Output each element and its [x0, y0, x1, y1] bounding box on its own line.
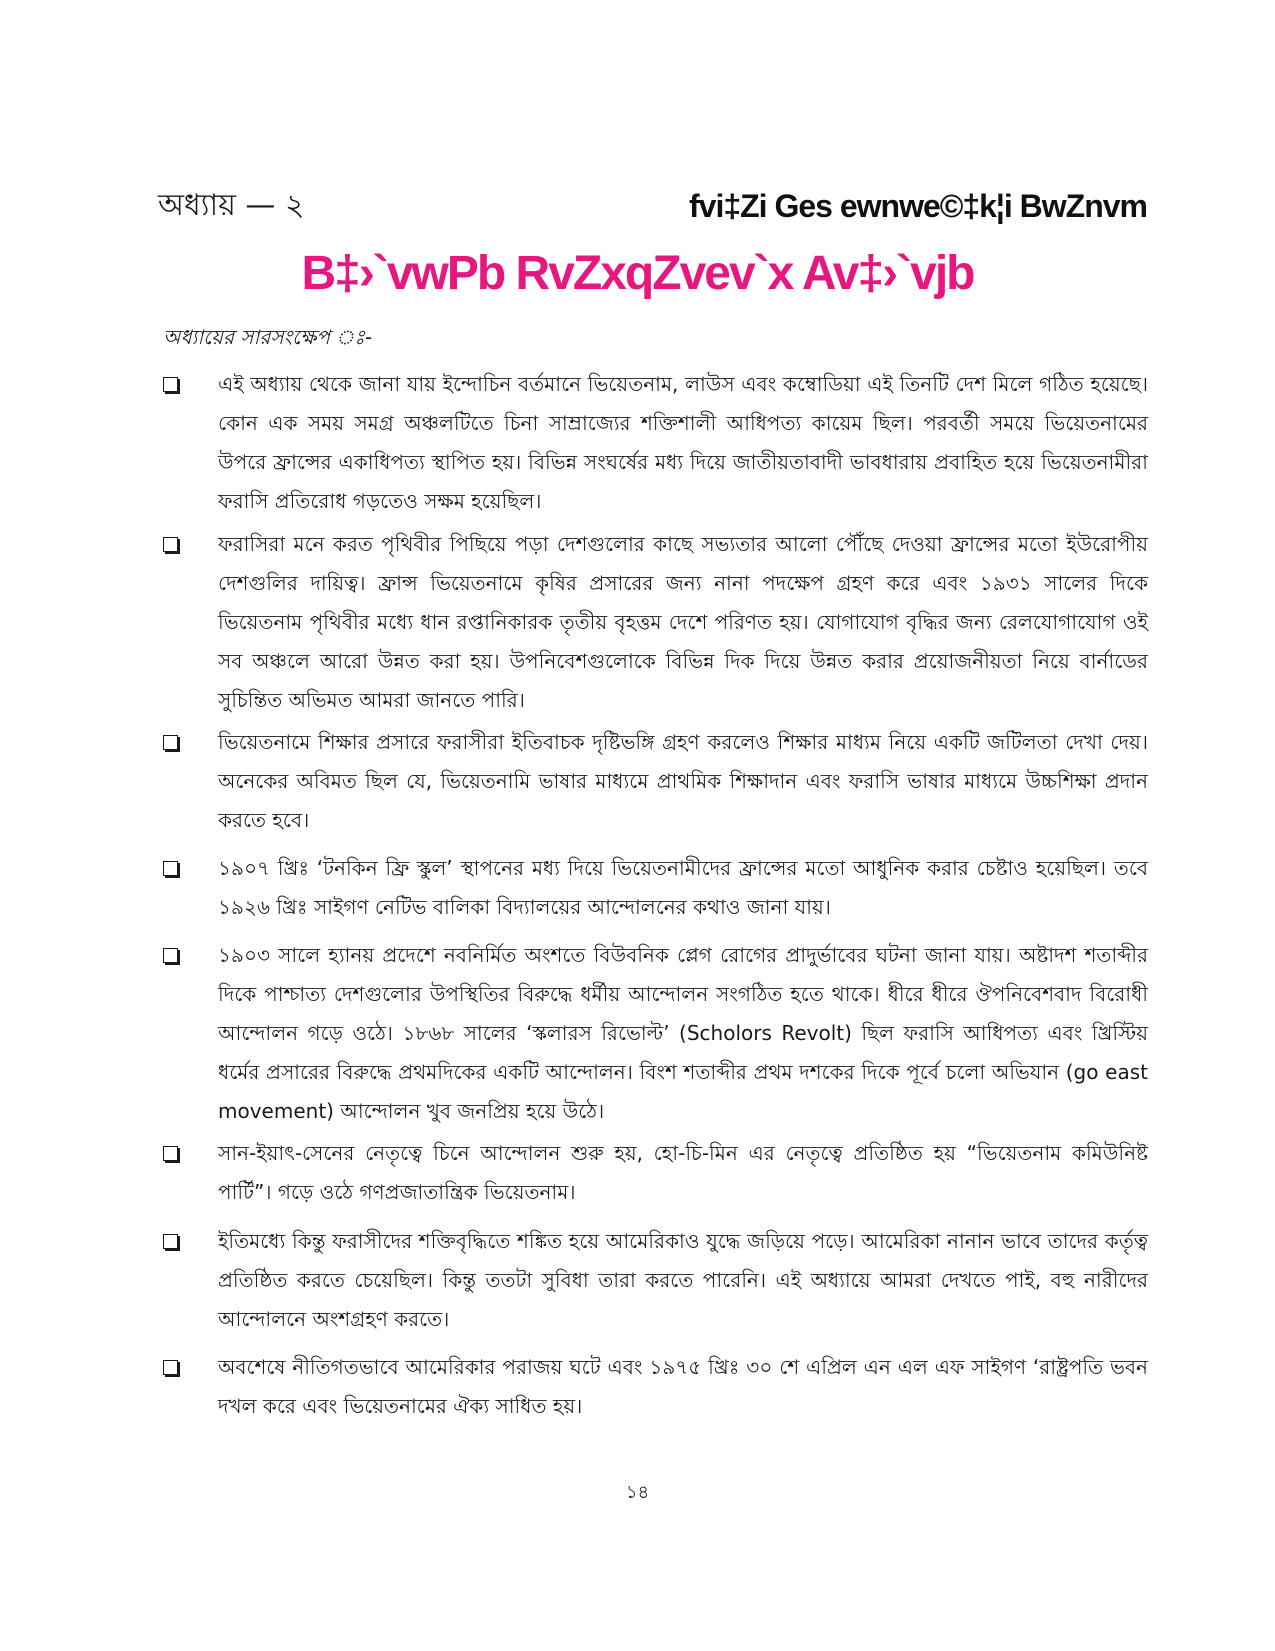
summary-item-text: এই অধ্যায় থেকে জানা যায় ইন্দোচিন বর্তমানে ভিয়েতনাম, লাউস এবং কম্বোডিয়া এই তিনটি দেশ মিলে গঠিত হয়েছে। কোন এক সময় সমগ্র অঞ্চলটিতে চিনা সাম্রাজ্যের শক্তিশালী আধিপত্য কায়েম ছিল। পরবর্তী সময়ে ভিয়েতনামের উপরে ফ্রান্সের একাধিপত্য স্থাপিত হয়। বিভিন্ন সংঘর্ষের মধ্য দিয়ে জাতীয়তাবাদী ভাবধারায় প্রবাহিত হয়ে ভিয়েতনামীরা ফরাসি প্রতিরোধ গড়তেও সক্ষম হয়েছিল। [218, 372, 1148, 513]
summary-item [158, 1348, 1148, 1426]
summary-item-text: ফরাসিরা মনে করত পৃথিবীর পিছিয়ে পড়া দেশগুলোর কাছে সভ্যতার আলো পৌঁছে দেওয়া ফ্রান্সের মতো ইউরোপীয় দেশগুলির দায়িত্ব। ফ্রান্স ভিয়েতনামে কৃষির প্রসারের জন্য নানা পদক্ষেপ গ্রহণ করে এবং ১৯৩১ সালের দিকে ভিয়েতনাম পৃথিবীর মধ্যে ধান রপ্তানিকারক তৃতীয় বৃহত্তম দেশে পরিণত হয়। যোগাযোগ বৃদ্ধির জন্য রেলযোগাযোগ ওই সব অঞ্চলে আরো উন্নত করা হয়। উপনিবেশগুলোকে বিভিন্ন দিক দিয়ে উন্নত করার প্রয়োজনীয়তা নিয়ে বার্নাডের সুচিন্তিত অভিমত আমরা জানতে পারি। [218, 532, 1148, 712]
checkbox-bullet-icon [163, 1146, 178, 1161]
summary-item-text: অবশেষে নীতিগতভাবে আমেরিকার পরাজয় ঘটে এবং ১৯৭৫ খ্রিঃ ৩০ শে এপ্রিল এন এল এফ সাইগণ ‘রাষ্ট্রপতি ভবন দখল করে এবং ভিয়েতনামের ঐক্য সাধিত হয়। [218, 1355, 1148, 1418]
page-number: ১৪ [625, 1482, 650, 1503]
summary-item [158, 365, 1148, 521]
summary-item [158, 525, 1148, 721]
summary-item [158, 1134, 1148, 1212]
checkbox-bullet-icon [163, 1360, 178, 1375]
summary-item-text: ভিয়েতনামে শিক্ষার প্রসারে ফরাসীরা ইতিবাচক দৃষ্টিভঙ্গি গ্রহণ করলেও শিক্ষার মাধ্যম নিয়ে একটি জটিলতা দেখা দেয়। অনেকের অবিমত ছিল যে, ভিয়েতনামি ভাষার মাধ্যমে প্রাথমিক শিক্ষাদান এবং ফরাসি ভাষার মাধ্যমে উচ্চশিক্ষা প্রদান করতে হবে। [218, 730, 1148, 832]
checkbox-bullet-icon [163, 377, 178, 392]
chapter-label: অধ্যায় — ২ [158, 188, 305, 223]
summary-item-text: ইতিমধ্যে কিন্তু ফরাসীদের শক্তিবৃদ্ধিতে শঙ্কিত হয়ে আমেরিকাও যুদ্ধে জড়িয়ে পড়ে। আমেরিকা নানান ভাবে তাদের কর্তৃত্ব প্রতিষ্ঠিত করতে চেয়েছিল। কিন্তু ততটা সুবিধা তারা করতে পারেনি। এই অধ্যায়ে আমরা দেখতে পাই, বহু নারীদের আন্দোলনে অংশগ্রহণ করতে। [218, 1229, 1148, 1331]
summary-list [158, 365, 1148, 1426]
checkbox-bullet-icon [163, 537, 178, 552]
checkbox-bullet-icon [163, 735, 178, 750]
summary-item-text: ১৯০৩ সালে হ্যানয় প্রদেশে নবনির্মিত অংশতে বিউবনিক প্লেগ রোগের প্রাদুর্ভাবের ঘটনা জানা যায়। অষ্টাদশ শতাব্দীর দিকে পাশ্চাত্য দেশগুলোর উপস্থিতির বিরুদ্ধে ধর্মীয় আন্দোলন সংগঠিত হতে থাকে। ধীরে ধীরে ঔপনিবেশবাদ বিরোধী আন্দোলন গড়ে ওঠে। ১৮৬৮ সালের ‘স্কলারস রিভোল্ট’ (Scholors Revolt) ছিল ফরাসি আধিপত্য এবং খ্রিস্টিয় ধর্মের প্রসারের বিরুদ্ধে প্রথমদিকের একটি আন্দোলন। বিংশ শতাব্দীর প্রথম দশকের দিকে পূর্বে চলো অভিযান (go east movement) আন্দোলন খুব জনপ্রিয় হয়ে উঠে। [218, 943, 1148, 1123]
subject-title: fvi‡Zi Ges ewnwe©‡k¦i BwZnvm [688, 188, 1147, 224]
checkbox-bullet-icon [163, 1234, 178, 1249]
summary-item [158, 849, 1148, 927]
summary-item [158, 936, 1148, 1132]
summary-heading: অধ্যায়ের সারসংক্ষেপ ঃ- [163, 325, 373, 349]
summary-item-text: ১৯০৭ খ্রিঃ ‘টনকিন ফ্রি স্কুল’ স্থাপনের মধ্য দিয়ে ভিয়েতনামীদের ফ্রান্সের মতো আধুনিক করার চেষ্টাও হয়েছিল। তবে ১৯২৬ খ্রিঃ সাইগণ নেটিভ বালিকা বিদ্যালয়ের আন্দোলনের কথাও জানা যায়। [218, 856, 1148, 919]
summary-item-text: সান-ইয়াৎ-সেনের নেতৃত্বে চিনে আন্দোলন শুরু হয়, হো-চি-মিন এর নেতৃত্বে প্রতিষ্ঠিত হয় “ভিয়েতনাম কমিউনিষ্ট পার্টি”। গড়ে ওঠে গণপ্রজাতান্ত্রিক ভিয়েতনাম। [218, 1141, 1148, 1204]
chapter-title: B‡›`vwPb RvZxqZvev`x Av‡›`vjb [301, 247, 974, 300]
checkbox-bullet-icon [163, 861, 178, 876]
checkbox-bullet-icon [163, 948, 178, 963]
summary-item [158, 723, 1148, 840]
summary-item [158, 1222, 1148, 1339]
